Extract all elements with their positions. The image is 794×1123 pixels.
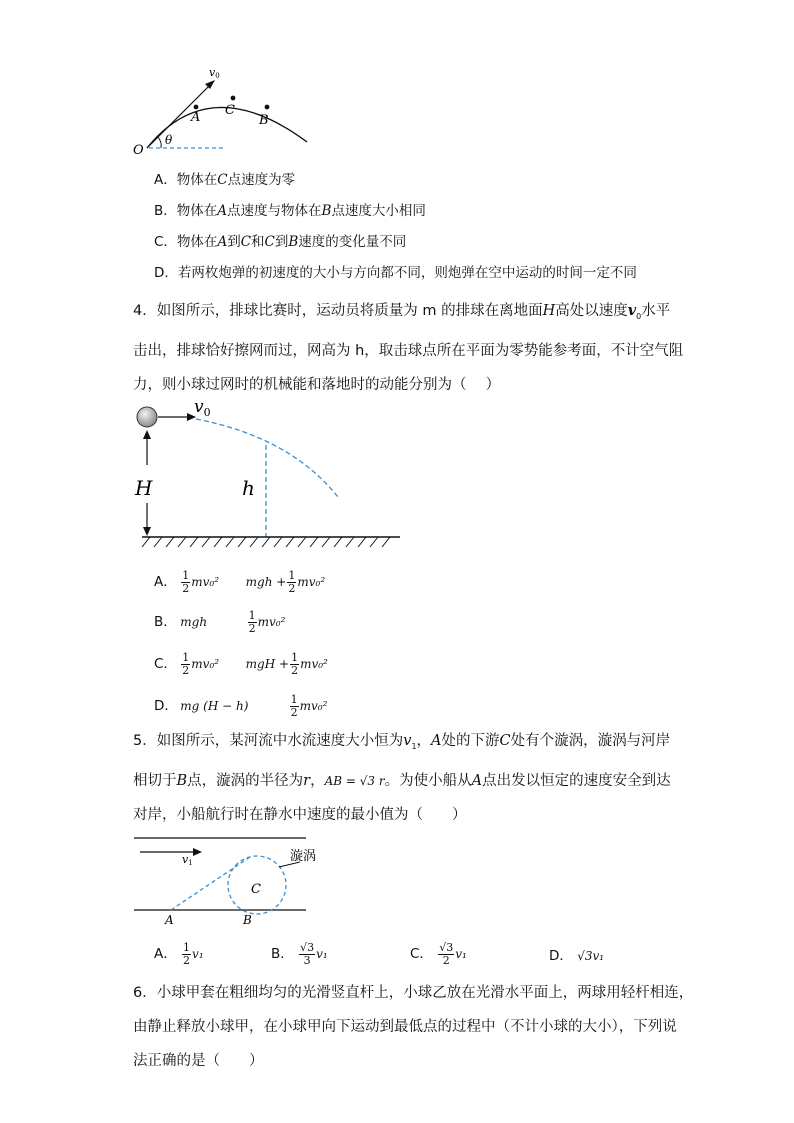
point-b-label: B	[243, 913, 252, 927]
point-b-dot	[265, 105, 270, 110]
ground-hatching	[142, 537, 390, 547]
velocity-arrow	[147, 84, 211, 148]
q5-option-d[interactable]: D． √3v₁	[549, 948, 605, 964]
q4-line-3: 力，则小球过网时的机械能和落地时的动能分别为（ ）	[133, 376, 501, 393]
height-h-label: H	[135, 476, 153, 500]
point-a-label: A	[191, 110, 201, 125]
q4-option-c[interactable]: C． $\frac{1}{2}$ mv₀² mgH + $\frac{1}{2}$ mv₀²	[154, 650, 328, 677]
q3-option-a[interactable]: A．物体在C点速度为零	[154, 172, 296, 188]
point-b-label: B	[259, 113, 269, 128]
ball-trajectory	[196, 419, 338, 497]
theta-label: θ	[165, 133, 173, 147]
q5-line-2: 相切于B点，漩涡的半径为r，AB = √3 r。为使小船从A点出发以恒定的速度安全到达	[133, 772, 671, 789]
net-h-label: h	[242, 476, 255, 500]
vortex-label: 漩涡	[290, 849, 317, 864]
q5-option-b[interactable]: B． $\frac{√3}{3}$ v₁	[271, 940, 328, 967]
v0-label: v0	[209, 66, 220, 80]
q3-option-d[interactable]: D．若两枚炮弹的初速度的大小与方向都不同，则炮弹在空中运动的时间一定不同	[154, 265, 637, 281]
q4-option-d[interactable]: D． mg (H − h) $\frac{1}{2}$ mv₀²	[154, 692, 328, 719]
origin-o-label: O	[133, 143, 144, 158]
velocity-arrowhead	[205, 80, 215, 89]
point-c-label: C	[251, 882, 261, 897]
theta-arc	[158, 137, 161, 148]
point-a-label: A	[165, 913, 174, 927]
point-a-dot	[194, 105, 199, 110]
height-arrowhead-down	[143, 527, 151, 536]
volleyball	[137, 407, 157, 427]
q5-river-figure	[130, 830, 330, 930]
v0-label: $v_0$	[194, 397, 211, 419]
q5-line-3: 对岸，小船航行时在静水中速度的最小值为（ ）	[133, 806, 467, 823]
q4-option-b[interactable]: B． mgh $\frac{1}{2}$ mv₀²	[154, 608, 286, 635]
height-arrowhead-up	[143, 430, 151, 439]
v1-label: v1	[182, 853, 193, 867]
q4-line-2: 击出，排球恰好擦网而过，网高为 h，取击球点所在平面为零势能参考面，不计空气阻	[133, 342, 684, 359]
q3-option-b[interactable]: B．物体在A点速度与物体在B点速度大小相同	[154, 203, 426, 219]
q4-line-1: 4．如图所示，排球比赛时，运动员将质量为 m 的排球在离地面H高处以速度$v_0$水平	[133, 302, 671, 321]
q6-line-1: 6．小球甲套在粗细均匀的光滑竖直杆上，小球乙放在光滑水平面上，两球用轻杆相连，	[133, 985, 694, 1001]
q4-stem	[133, 294, 684, 402]
q5-option-a[interactable]: A． $\frac{1}{2}$ v₁	[154, 940, 204, 967]
q3-option-c[interactable]: C．物体在A到C和C到B速度的变化量不同	[154, 234, 407, 250]
q4-volleyball-figure	[130, 395, 410, 555]
q6-line-2: 由静止释放小球甲，在小球甲向下运动到最低点的过程中（不计小球的大小），下列说	[133, 1019, 677, 1035]
q6-stem	[133, 976, 694, 1078]
q5-option-c[interactable]: C． $\frac{√3}{2}$ v₁	[410, 940, 467, 967]
q5-line-1: 5．如图所示，某河流中水流速度大小恒为$v_1$，A处的下游C处有个漩涡，漩涡与河岸	[133, 733, 671, 751]
point-c-label: C	[225, 103, 235, 118]
q6-line-3: 法正确的是（ ）	[133, 1053, 264, 1069]
q4-option-a[interactable]: A． $\frac{1}{2}$ mv₀² mgh + $\frac{1}{2}$ mv₀²	[154, 568, 326, 595]
q5-stem	[133, 724, 671, 832]
q3-trajectory-figure	[125, 60, 325, 165]
flow-arrowhead	[193, 848, 202, 856]
point-c-dot	[231, 96, 236, 101]
